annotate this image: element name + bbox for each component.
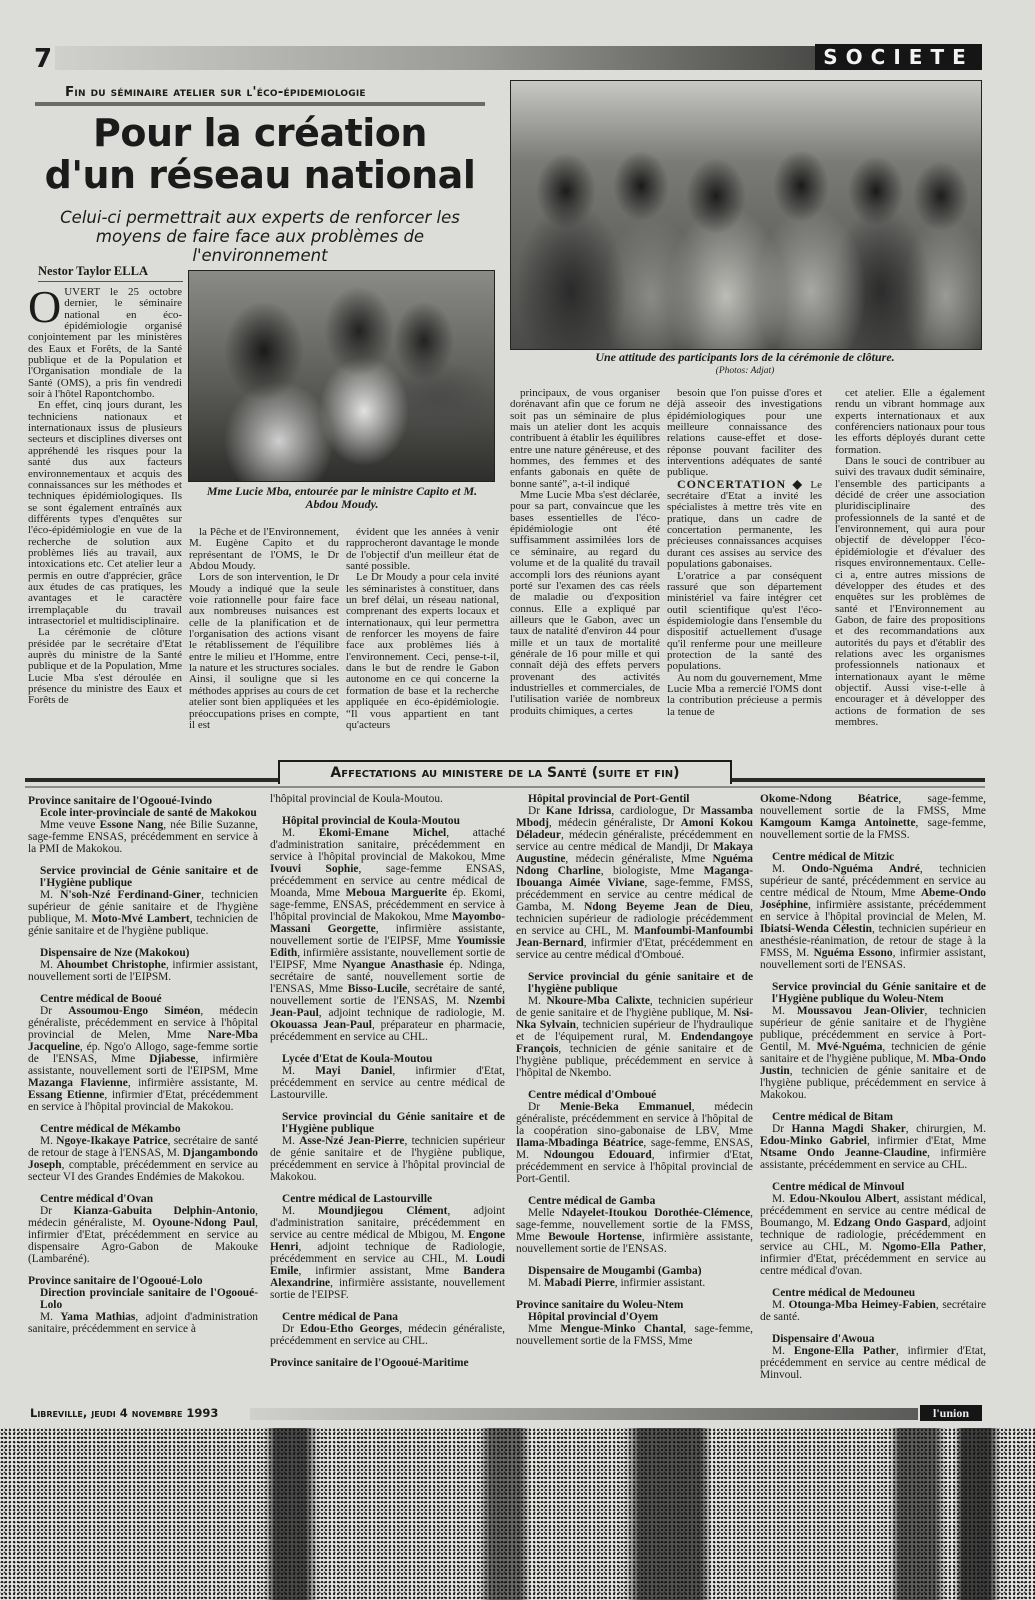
entry-text: , préparateur en pharmacie, précédemment en service au CHL. bbox=[270, 1019, 506, 1043]
entry-text: M. bbox=[772, 1193, 790, 1205]
person-name: Ntsame Ondo Jeanne-Claudine bbox=[760, 1147, 928, 1159]
assignment-entry bbox=[270, 1065, 505, 1101]
assignment-entry bbox=[270, 827, 505, 1043]
paragraph-text: Mme Lucie Mba s'est déclarée, pour sa part, convaincue que les bases essentielles de l'éco-épidémiologie ont été suffisamment assimilées lors de ce séminaire, au regard du volume et de la qualité du travail accompli lors des réunions ayant porté sur l'examen des cas réels de maladie ou d'exposition connus. Elle a expliqué par ailleurs que le Gabon, avec un taux de natalité d'environ 44 pour mille et un taux de mortalité générale de 16 pour mille et qui connaît déjà des effets pervers provenant des activités industrielles et commerciales, de l'utilisation variée de nombreux produits chimiques, a certes bbox=[510, 489, 660, 717]
entry-text: , infirmier d'Etat, Mme bbox=[866, 1135, 987, 1147]
entry-text: , infirmier d'Etat, précédemment en service au centre médical d'ovan. bbox=[760, 1241, 986, 1277]
entry-text: , secrétaire de santé, nouvellement sortie de l'ENSAS, M. bbox=[270, 983, 505, 1007]
entry-text: , technicien supérieur de genie sanitaire et de l'hygiène publique, M. bbox=[516, 995, 754, 1019]
entry-text: , infirmière assistante, M. bbox=[127, 1077, 258, 1089]
facility-heading: Hôpital provincial de Koula-Moutou bbox=[282, 815, 460, 827]
photo-participants bbox=[510, 80, 982, 350]
entry-text: M. bbox=[528, 995, 547, 1007]
entry-text: , technicien supérieur en anesthésie-réanimation, de retour de stage à la FMSS, M. bbox=[760, 923, 986, 959]
paragraph-text: Le Dr Moudy a pour cela invité les séminaristes à constituer, dans un bref délai, un réseau national, comprenant des experts locaux et internationaux, qui leur permettra de renforcer les moyens de faire face aux problèmes liés à l'environnement. Ceci, pense-t-il, dans le but de rendre le Gabon autonome en ce qui concerne la formation de base et la recherche appliquée en éco-épidémiologie. “Il vous appartient en tant qu'acteurs bbox=[346, 571, 499, 731]
entry-text: M. bbox=[40, 889, 61, 901]
article-paragraph bbox=[346, 572, 499, 731]
assignment-entry bbox=[760, 1193, 986, 1277]
dateline: Libreville, jeudi 4 novembre 1993 bbox=[30, 1406, 219, 1420]
entry-text: , médecin généraliste, précédemment en service à l'hôpital de la coopération sino-gabonaise de LBV, Mme bbox=[516, 1101, 753, 1137]
entry-text: , infirmier d'Etat, précédemment en service au centre médical de Minvoul. bbox=[760, 1345, 986, 1381]
person-name: Bewoule Hortense bbox=[548, 1231, 642, 1243]
person-name: Mazanga Flavienne bbox=[28, 1077, 128, 1089]
person-name: Bisso-Lucile bbox=[347, 983, 408, 995]
assignment-entry bbox=[28, 1005, 258, 1113]
facility-heading: Lycée d'Etat de Koula-Moutou bbox=[282, 1053, 433, 1065]
facility-heading: Dispensaire de Mougambi (Gamba) bbox=[528, 1265, 702, 1277]
entry-text: , infirmier d'Etat, précédemment en service au centre médical d'Omboué. bbox=[516, 937, 753, 961]
province-heading: Province sanitaire de l'Ogooué-Ivindo bbox=[28, 795, 213, 807]
facility-heading: Ecole inter-provinciale de santé de Makokou bbox=[40, 807, 257, 819]
person-name: Ndayelet-Itoukou Dorothée-Clémence bbox=[561, 1207, 751, 1219]
person-name: Kianza-Gabuita Delphin-Antonio bbox=[73, 1205, 256, 1217]
photo-participants-caption: Une attitude des participants lors de la cérémonie de clôture. bbox=[595, 350, 895, 364]
entry-text: , ép. Ngo'o Allogo, sage-femme sortie de l'ENSAS, Mme bbox=[28, 1041, 258, 1065]
person-name: Okome-Ndong Béatrice bbox=[760, 793, 899, 805]
entry-text: , adjoint technique de radiologie, précédemment en service au CHL, M. bbox=[760, 1217, 986, 1253]
person-name: Ndong Beyeme Jean de Dieu bbox=[584, 901, 751, 913]
entry-text: M. bbox=[282, 1135, 300, 1147]
entry-text: M. bbox=[282, 1205, 319, 1217]
entry-text: , infirmière assistante, précédemment en service au CHL. bbox=[760, 1147, 986, 1171]
person-name: Edou-Etho Georges bbox=[300, 1323, 400, 1335]
entry-text: , adjoint d'administration sanitaire, précédemment en service à bbox=[28, 1311, 258, 1335]
assignment-entry bbox=[270, 793, 505, 805]
person-name: Essone Nang bbox=[99, 819, 164, 831]
entry-text: , secrétaire de santé. bbox=[760, 1299, 986, 1323]
paragraph-text: besoin que l'on puisse d'ores et déjà asseoir des investigations épidémiologiques pour une meilleure connaissance des relations cause-effet et dose-réponse pouvant faciliter des interventions adéquates de santé publique. bbox=[667, 388, 822, 479]
person-name: Amoni Kokou Déladeur bbox=[516, 817, 753, 841]
person-name: Mayombo-Massani Georgette bbox=[270, 911, 505, 935]
entry-text: Dr bbox=[282, 1323, 301, 1335]
person-name: Nguéma Ndong Charline bbox=[516, 853, 753, 877]
entry-text: , infirmière assistante, précédemment en service à l'hôpital provincial de Melen, M. bbox=[760, 899, 986, 923]
entry-text: , infirmier assistant, nouvellement sorti de l'ENSAS. bbox=[760, 947, 986, 971]
entry-text: , médecin généraliste, M. bbox=[28, 1205, 258, 1229]
person-name: Meboua Marguerite bbox=[345, 887, 447, 899]
assignment-entry bbox=[516, 1101, 753, 1185]
article-column-3 bbox=[346, 527, 499, 777]
entry-text: , sage-femme ENSAS, précédemment en service au centre médical de Moanda, Mme bbox=[270, 863, 505, 899]
person-name: Essang Etienne bbox=[28, 1089, 105, 1101]
assignment-entry bbox=[760, 1005, 986, 1101]
person-name: Manfoumbi-Manfoumbi Jean-Bernard bbox=[516, 925, 753, 949]
person-name: Nare-Mba Jacqueline bbox=[28, 1029, 258, 1053]
facility-heading: Service provincial du génie sanitaire et de l'hygiène publique bbox=[528, 971, 753, 995]
scan-artifact-area bbox=[0, 1428, 1035, 1600]
entry-text: , secrétaire de santé de retour de stage à l'ENSAS, M. bbox=[28, 1135, 258, 1159]
article-paragraph bbox=[667, 476, 822, 571]
entry-text: , infirmière assistante, nouvellement sortie de l'ENSAS. bbox=[516, 1231, 753, 1255]
entry-text: , adjoint technique de Radiologie, précédemment en service au CHL, M. bbox=[270, 1241, 505, 1265]
article-paragraph bbox=[510, 388, 660, 490]
entry-text: , chirurgien, M. bbox=[905, 1123, 986, 1135]
entry-text: , technicien supérieur de l'hydraulique et de l'équipement rural, M. bbox=[516, 1019, 753, 1043]
headline-line-2: d'un réseau national bbox=[44, 153, 476, 197]
entry-text: , infirmier d'Etat, précédemment en service à l'hôpital provincial de Makokou. bbox=[28, 1089, 259, 1113]
person-name: Edou-Nkoulou Albert bbox=[789, 1193, 897, 1205]
article-paragraph bbox=[346, 527, 499, 572]
entry-text: , technicien supérieur de génie sanitaire et de l'hygiène publique, précédemment en service à Port-Gentil, M. bbox=[760, 1005, 987, 1053]
footer-bar bbox=[250, 1408, 918, 1420]
person-name: Yama Mathias bbox=[60, 1311, 136, 1323]
kicker-rule bbox=[35, 102, 485, 106]
article-paragraph bbox=[28, 627, 182, 706]
person-name: Nzembi Jean-Paul bbox=[270, 995, 505, 1019]
person-name: Edou-Minko Gabriel bbox=[760, 1135, 867, 1147]
photo-officials bbox=[188, 270, 495, 482]
person-name: Asse-Nzé Jean-Pierre bbox=[299, 1135, 405, 1147]
person-name: Massamba Mbodj bbox=[516, 805, 753, 829]
paragraph-text: Le secrétaire d'Etat a invité les spécialistes à mettre très vite en pratique, dans un cadre de concertation permanente, les précieuses connaissances acquises durant ces assises au service des populations gabonaises. bbox=[667, 478, 822, 571]
person-name: Djiabesse bbox=[149, 1053, 196, 1065]
facility-heading: Hôpital provincial d'Oyem bbox=[528, 1311, 659, 1323]
entry-text: , technicien de génie sanitaire et de l'hygiène publique, précédemment en service à l'hôpital de Nkembo. bbox=[516, 1043, 753, 1079]
article-paragraph bbox=[28, 287, 182, 400]
paragraph-text: la Pêche et de l'Environnement, M. Eugène Capito et du représentant de l'OMS, le Dr Abdou Moudy. bbox=[189, 527, 339, 573]
person-name: Bandera Alexandrine bbox=[270, 1265, 505, 1289]
person-name: Ndoungou Edouard bbox=[543, 1149, 652, 1161]
entry-text: , médecin généraliste, Dr bbox=[548, 817, 681, 829]
assignment-entry bbox=[760, 863, 986, 971]
entry-text: , infirmier d'Etat, précédemment en service au dispensaire Agro-Gabon de Makouke (Lambaréné). bbox=[28, 1217, 258, 1265]
entry-text: , infirmière assistante, nouvellement sorti de l'EIPSM, Mme bbox=[28, 1053, 258, 1077]
article-column-1 bbox=[28, 287, 182, 777]
entry-text: Dr bbox=[40, 1005, 69, 1017]
entry-text: Dr bbox=[528, 1101, 560, 1113]
entry-text: , technicien de génie sanitaire et de l'hygiène publique, M. bbox=[760, 1041, 986, 1065]
entry-text: M. bbox=[772, 863, 802, 875]
province-heading: Province sanitaire de l'Ogooué-Maritime bbox=[270, 1357, 469, 1369]
assignment-entry bbox=[28, 889, 258, 937]
section-subrule bbox=[25, 786, 985, 788]
entry-text: , biologiste, Mme bbox=[600, 865, 704, 877]
entry-text: , adjoint d'administration sanitaire, précédemment en service au centre médical de Mbigou, M. bbox=[270, 1205, 505, 1241]
paragraph-text: Dans le souci de contribuer au suivi des travaux dudit séminaire, l'ensemble des participants a décidé de créer une association pluridisciplinaire des professionnels de la santé et de l'environnement, qui aura pour objectif de développer l'éco-épidémiologie et d'évaluer des risques environnementaux. Celle-ci a, entre autres missions de développer des études et des enquêtes sur les problèmes de santé et l'Environnement au Gabon, de faire des propositions et des recommandations aux autorités du pays et d'établir des relations avec les organismes professionnels nationaux et internationaux ayant le même objectif. Aussi vise-t-elle à encourager et à développer des actions de formation de ses membres. bbox=[835, 455, 985, 728]
article-paragraph bbox=[189, 527, 339, 572]
entry-text: M. bbox=[282, 1065, 316, 1077]
header-bar bbox=[55, 46, 815, 70]
entry-text: , médecin généraliste, précédemment en service au CHL. bbox=[270, 1323, 505, 1347]
paragraph-text: L'oratrice a par conséquent rassuré que son département ministériel va faire intégrer cet outil scientifique qu'est l'éco-éspidemiologie dans l'ensemble du dispositif actuellement d'usage qu'il renferme pour une meilleure protection de la santé des populations. bbox=[667, 569, 822, 673]
page-number: 7 bbox=[34, 44, 53, 74]
entry-text: Dr bbox=[772, 1123, 792, 1135]
article-subhead: Celui-ci permettrait aux experts de renforcer les moyens de faire face aux problèmes de l'environnement bbox=[60, 208, 460, 265]
photo-officials-caption: Mme Lucie Mba, entourée par le ministre Capito et M. Abdou Moudy. bbox=[206, 484, 478, 511]
paragraph-text: cet atelier. Elle a également rendu un vibrant hommage aux experts internationaux et aux conférenciers nationaux pour tous les efforts déployés durant cette formation. bbox=[835, 388, 985, 456]
entry-text: , adjoint technique de radiologie, M. bbox=[318, 1007, 505, 1019]
entry-text: ép. Ndinga, secrétaire de santé, nouvellement sortie de l'ENSAS, Mme bbox=[270, 959, 505, 995]
person-name: Maganga-Ibouanga Aimée Viviane bbox=[516, 865, 753, 889]
entry-text: , technicien de génie sanitaire et de l'hygiène publique, précédemment en service à Makokou. bbox=[760, 1065, 986, 1101]
assignment-entry bbox=[516, 1207, 753, 1255]
entry-text: , infirmier assistant. bbox=[614, 1277, 706, 1289]
paragraph-text: principaux, de vous organiser dorénavant afin que ce forum ne soit pas un séminaire de plus mais un atelier dont les acquis contribuent à établir les équilibres entre une nature généreuse, et des hommes, des femmes et des enfants gabonais en quête de bonne santé”, a-t-il indiqué bbox=[510, 388, 660, 490]
assignment-entry bbox=[760, 793, 986, 841]
inline-subhead: CONCERTATION ◆ bbox=[677, 476, 806, 491]
person-name: Mayi Daniel bbox=[315, 1065, 393, 1077]
facility-heading: Centre médical d'Ovan bbox=[40, 1193, 154, 1205]
province-heading: Province sanitaire de l'Ogooué-Lolo bbox=[28, 1275, 203, 1287]
entry-text: , technicien supérieur de santé, précédemment en service au centre médical de Ntoum, Mme bbox=[760, 863, 986, 899]
entry-text: Mme bbox=[528, 1323, 561, 1335]
entry-text: Melle bbox=[528, 1207, 562, 1219]
facility-heading: Centre médical de Bitam bbox=[772, 1111, 893, 1123]
entry-text: M. bbox=[772, 1345, 794, 1357]
article-column-6 bbox=[835, 388, 985, 778]
facility-heading: Service provincial de Génie sanitaire et de l'Hygiène publique bbox=[40, 865, 258, 889]
entry-text: , médecin généraliste, précédemment en service au centre médical de Mandji, Dr bbox=[516, 829, 753, 853]
entry-text: Dr bbox=[528, 805, 546, 817]
person-name: Menie-Beka Emmanuel bbox=[559, 1101, 692, 1113]
assignment-entry bbox=[28, 1205, 258, 1265]
assignment-entry bbox=[516, 1277, 753, 1289]
entry-text: , infirmier d'Etat, précédemment en service au centre médical de Lastourville. bbox=[270, 1065, 506, 1101]
person-name: Mvé-Nguéma bbox=[816, 1041, 883, 1053]
paragraph-text: Lors de son intervention, le Dr Moudy a indiqué que la seule voie rationnelle pour faire face aux nombreuses nuisances est celle de la planification et de l'organisation des actions visant le rétablissement de l'équilibre entre le milieu et l'Homme, entre la nature et les structures sociales. Ainsi, il souligne que si les méthodes apprises au cours de cet atelier sont bien appliquées et les préoccupations prises en compte, il est bbox=[189, 571, 339, 731]
entry-text: , technicien supérieur de radiologie précédemment en service au CHL, M. bbox=[516, 901, 753, 937]
person-name: Moto-Mvé Lambert bbox=[91, 913, 190, 925]
facility-heading: Hôpital provincial de Port-Gentil bbox=[528, 793, 690, 805]
person-name: Ondo-Nguéma André bbox=[801, 863, 920, 875]
drop-cap: O bbox=[28, 287, 62, 332]
person-name: Mengue-Minko Chantal bbox=[560, 1323, 684, 1335]
affectations-column-2 bbox=[270, 793, 505, 1369]
facility-heading: Service provincial du Génie sanitaire et de l'Hygiène publique bbox=[282, 1111, 505, 1135]
person-name: Mba-Ondo Justin bbox=[760, 1053, 986, 1077]
person-name: Nsi-Nka Sylvain bbox=[516, 1007, 753, 1031]
article-kicker: Fin du séminaire atelier sur l'éco-épidemiologie bbox=[65, 84, 366, 100]
entry-text: l'hôpital provincial de Koula-Moutou. bbox=[270, 793, 443, 805]
entry-text: , médecin généraliste, Mme bbox=[565, 853, 713, 865]
entry-text: M. bbox=[40, 1135, 57, 1147]
article-column-4 bbox=[510, 388, 660, 778]
byline: Nestor Taylor ELLA bbox=[38, 264, 183, 282]
entry-text: , infirmière assistante, nouvellement sortie de l'EIPSF. bbox=[270, 1277, 505, 1301]
article-column-5 bbox=[667, 388, 822, 778]
facility-heading: Direction provinciale sanitaire de l'Ogooué-Lolo bbox=[40, 1287, 258, 1311]
person-name: Ngomo-Ella Pather bbox=[881, 1241, 984, 1253]
person-name: Moundjiegou Clément bbox=[318, 1205, 448, 1217]
entry-text: , assistant médical, précédemment en service au centre médical de Boumango, M. bbox=[760, 1193, 986, 1229]
paragraph-text: évident que les années à venir rapprocheront davantage le monde de l'objectif d'un meilleur état de santé possible. bbox=[346, 527, 499, 573]
affectations-title: Affectations au ministere de la Santé (suite et fin) bbox=[278, 760, 732, 784]
entry-text: , sage-femme, FMSS, précédemment en service au centre médical de Gamba, M. bbox=[516, 877, 754, 913]
entry-text: Dr bbox=[40, 1205, 74, 1217]
person-name: Djangambondo Joseph bbox=[28, 1147, 258, 1171]
person-name: Edzang Ondo Gaspard bbox=[833, 1217, 948, 1229]
person-name: Endendangoye François bbox=[516, 1031, 753, 1055]
entry-text: , infirmière assistante, nouvellement sortie de l'EIPSF, Mme bbox=[270, 947, 505, 971]
paragraph-text: Au nom du gouvernement, Mme Lucie Mba a remercié l'OMS dont la contribution précieuse a permis la tenue de bbox=[667, 671, 822, 718]
paragraph-text: UVERT le 25 octobre dernier, le séminaire national en éco-épidémiologie organisé conjointement par les ministères des Eaux et Forêts, de la Santé publique et de la Population et l'Organisation mondiale de la Santé (OMS), a pris fin vendredi soir à l'hôtel Rapontchombo. bbox=[28, 287, 182, 401]
assignment-entry bbox=[760, 1123, 986, 1171]
article-paragraph bbox=[667, 388, 822, 479]
entry-text: , sage-femme, nouvellement sortie de la FMSS, Mme bbox=[516, 1323, 753, 1347]
entry-text: M. bbox=[772, 1005, 797, 1017]
entry-text: , sage-femme, ENSAS, M. bbox=[516, 1137, 753, 1161]
entry-text: M. bbox=[40, 1311, 61, 1323]
facility-heading: Centre médical d'Omboué bbox=[528, 1089, 657, 1101]
person-name: Ahoumbet Christophe bbox=[56, 959, 166, 971]
person-name: Kamgoum Kamga Antoinette bbox=[760, 817, 916, 829]
article-paragraph bbox=[28, 400, 182, 627]
person-name: Hanna Magdi Shaker bbox=[791, 1123, 906, 1135]
entry-text: ép. Ekomi, sage-femme, ENSAS, précédemment en service à l'hôpital provincial de Makokou, Mme bbox=[270, 887, 506, 923]
entry-text: , sage-femme, nouvellement sortie de la FMSS. bbox=[760, 817, 986, 841]
article-paragraph bbox=[667, 571, 822, 673]
assignment-entry bbox=[270, 1205, 505, 1301]
entry-text: M. bbox=[772, 1299, 789, 1311]
affectations-column-3 bbox=[516, 793, 753, 1347]
entry-text: , cardiologue, Dr bbox=[611, 805, 701, 817]
article-column-2 bbox=[189, 527, 339, 777]
facility-heading: Centre médical de Medouneu bbox=[772, 1287, 916, 1299]
person-name: Ivouvi Sophie bbox=[270, 863, 359, 875]
person-name: Nyangue Anasthasie bbox=[342, 959, 444, 971]
entry-text: , médecin généraliste, précédemment en service à l'hôpital provincial de Melen, Mme bbox=[28, 1005, 259, 1041]
person-name: Moussavou Jean-Olivier bbox=[796, 1005, 925, 1017]
person-name: Kane Idrissa bbox=[545, 805, 612, 817]
facility-heading: Centre médical de Booué bbox=[40, 993, 162, 1005]
person-name: Loudi Emile bbox=[270, 1253, 505, 1277]
assignment-entry bbox=[28, 819, 258, 855]
entry-text: , technicien de génie sanitaire et de l'hygiène publique. bbox=[28, 913, 258, 937]
article-paragraph bbox=[189, 572, 339, 731]
assignment-entry bbox=[28, 959, 258, 983]
article-paragraph bbox=[835, 388, 985, 456]
person-name: Abeme-Ondo Joséphine bbox=[760, 887, 986, 911]
entry-text: , sage-femme, nouvellement sortie de la FMSS, Mme bbox=[760, 793, 986, 817]
entry-text: , infirmier assistant, Mme bbox=[298, 1265, 464, 1277]
entry-text: , infirmier d'Etat, précédemment en service à l'hôpital provincial de Port-Gentil. bbox=[516, 1149, 753, 1185]
entry-text: , technicien supérieur de génie sanitaire et de l'hygiène publique, M. bbox=[28, 889, 259, 925]
entry-text: M. bbox=[40, 959, 57, 971]
person-name: Engone Henri bbox=[270, 1229, 505, 1253]
article-paragraph bbox=[835, 456, 985, 728]
person-name: Engone-Ella Pather bbox=[793, 1345, 896, 1357]
assignment-entry bbox=[516, 995, 753, 1079]
person-name: Mabadi Pierre bbox=[543, 1277, 615, 1289]
person-name: Nguéma Essono bbox=[813, 947, 893, 959]
entry-text: , infirmier assistant, nouvellement sorti de l'EIPSM. bbox=[28, 959, 258, 983]
province-heading: Province sanitaire du Woleu-Ntem bbox=[516, 1299, 684, 1311]
section-label: SOCIETE bbox=[815, 44, 982, 70]
assignment-entry bbox=[270, 1323, 505, 1347]
assignment-entry bbox=[516, 1323, 753, 1347]
affectations-column-1 bbox=[28, 795, 258, 1335]
entry-text: , technicien supérieur de génie sanitaire et de l'hygiène publique, précédemment en service à l'hôpital provincial de Makokou. bbox=[270, 1135, 506, 1183]
article-paragraph bbox=[667, 673, 822, 718]
facility-heading: Centre médical de Mékambo bbox=[40, 1123, 181, 1135]
person-name: Okouassa Jean-Paul bbox=[270, 1019, 372, 1031]
photo-credit: (Photos: Adjat) bbox=[715, 366, 775, 376]
affectations-column-4 bbox=[760, 793, 986, 1381]
facility-heading: Centre médical de Mitzic bbox=[772, 851, 895, 863]
entry-text: , sage-femme, nouvellement sortie de la FMSS, Mme bbox=[516, 1207, 753, 1243]
person-name: Oyoune-Ndong Paul bbox=[152, 1217, 256, 1229]
entry-text: , infirmière assistante, nouvellement sortie de l'EIPSF, Mme bbox=[270, 923, 505, 947]
entry-text: Mme veuve bbox=[40, 819, 100, 831]
facility-heading: Centre médical de Lastourville bbox=[282, 1193, 433, 1205]
person-name: Youmissie Edith bbox=[270, 935, 505, 959]
person-name: Ibiatsi-Wenda Célestin bbox=[760, 923, 872, 935]
facility-heading: Service provincial du Génie sanitaire et de l'Hygiène publique du Woleu-Ntem bbox=[772, 981, 986, 1005]
paragraph-text: La cérémonie de clôture présidée par le secrétaire d'Etat auprès du ministre de la Santé publique et de la Population, Mme Lucie Mba s'est déroulée en présence du ministre des Eaux et Forêts de bbox=[28, 626, 182, 707]
assignment-entry bbox=[760, 1299, 986, 1323]
person-name: Ilama-Mbadinga Béatrice bbox=[516, 1137, 644, 1149]
facility-heading: Dispensaire de Nze (Makokou) bbox=[40, 947, 190, 959]
facility-heading: Centre médical de Minvoul bbox=[772, 1181, 905, 1193]
person-name: Makaya Augustine bbox=[516, 841, 753, 865]
person-name: Assoumou-Engo Siméon bbox=[68, 1005, 201, 1017]
assignment-entry bbox=[270, 1135, 505, 1183]
person-name: N'soh-Nzé Ferdinand-Giner bbox=[60, 889, 202, 901]
entry-text: M. bbox=[528, 1277, 544, 1289]
person-name: Nkoure-Mba Calixte bbox=[546, 995, 650, 1007]
person-name: Ekomi-Emane Michel bbox=[318, 827, 447, 839]
entry-text: M. bbox=[282, 827, 319, 839]
article-headline bbox=[30, 112, 490, 196]
article-paragraph bbox=[510, 490, 660, 717]
assignment-entry bbox=[516, 805, 753, 961]
entry-text: , comptable, précédemment en service au secteur VI des Grandes Endémies de Makokou. bbox=[28, 1159, 258, 1183]
facility-heading: Centre médical de Gamba bbox=[528, 1195, 656, 1207]
headline-line-1: Pour la création bbox=[93, 111, 427, 155]
person-name: Otounga-Mba Heimey-Fabien bbox=[788, 1299, 936, 1311]
entry-text: , attaché d'administration sanitaire, précédemment en service à l'hôpital provincial de Makokou, Mme bbox=[270, 827, 506, 863]
entry-text: , née Bilie Suzanne, sage-femme ENSAS, précédemment en service à la PMI de Makokou. bbox=[28, 819, 258, 855]
paragraph-text: En effet, cinq jours durant, les techniciens nationaux et internationaux issus de plusieurs secteurs et disciplines diverses ont appréhendé les risques pour la santé dus aux facteurs environnementaux et acquis des connaissances sur les méthodes et techniques épidémiologiques. Ils se sont également entraînés aux différents types d'enquêtes sur l'éco-épidémiologie en vue de la recherche de solution aux problèmes liés au travail, aux intoxications etc. Cet atelier leur a permis en outre d'apprécier, grâce aux études de cas pratiques, les avantages et le caractère irremplaçable du travail intrasectoriel et multidisciplinaire. bbox=[28, 399, 182, 627]
facility-heading: Dispensaire d'Awoua bbox=[772, 1333, 875, 1345]
person-name: Ngoye-Ikakaye Patrice bbox=[56, 1135, 168, 1147]
assignment-entry bbox=[28, 1311, 258, 1335]
masthead-logo: l'union bbox=[920, 1405, 982, 1421]
assignment-entry bbox=[28, 1135, 258, 1183]
assignment-entry bbox=[760, 1345, 986, 1381]
facility-heading: Centre médical de Pana bbox=[282, 1311, 398, 1323]
